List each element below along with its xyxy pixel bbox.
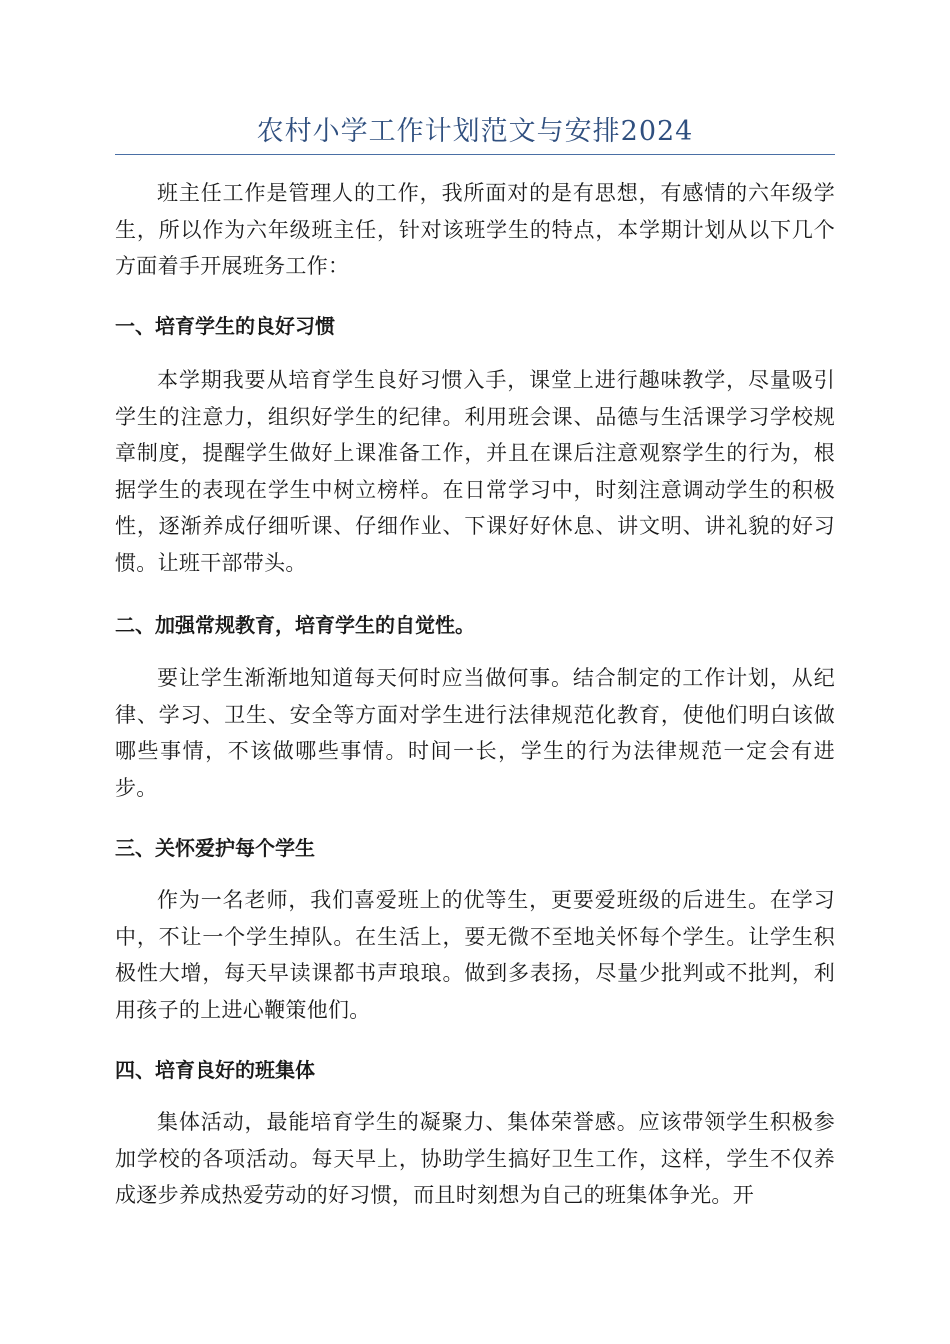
section-heading-4: 四、培育良好的班集体 [115,1058,315,1082]
section-body-1: 本学期我要从培育学生良好习惯入手，课堂上进行趣味教学，尽量吸引学生的注意力，组织好学生的纪律。利用班会课、品德与生活课学习学校规章制度，提醒学生做好上课准备工作，并且在课后注意观察学生的行为，根据学生的表现在学生中树立榜样。在日常学习中，时刻注意调动学生的积极性，逐渐养成仔细听课、仔细作业、下课好好休息、讲文明、讲礼貌的好习惯。让班干部带头。 [115,368,835,575]
intro-paragraph: 班主任工作是管理人的工作，我所面对的是有思想，有感情的六年级学生，所以作为六年级班主任，针对该班学生的特点，本学期计划从以下几个方面着手开展班务工作： [115,181,835,278]
section-body-2: 要让学生渐渐地知道每天何时应当做何事。结合制定的工作计划，从纪律、学习、卫生、安全等方面对学生进行法律规范化教育，使他们明白该做哪些事情，不该做哪些事情。时间一长，学生的行为法律规范一定会有进步。 [115,666,835,800]
title-underline [115,154,835,155]
section-heading-3: 三、关怀爱护每个学生 [115,836,315,860]
section-body-4: 集体活动，最能培育学生的凝聚力、集体荣誉感。应该带领学生积极参加学校的各项活动。每天早上，协助学生搞好卫生工作，这样，学生不仅养成逐步养成热爱劳动的好习惯，而且时刻想为自己的班集体争光。开 [115,1110,835,1207]
section-heading-1: 一、培育学生的良好习惯 [115,314,335,338]
section-body-3: 作为一名老师，我们喜爱班上的优等生，更要爱班级的后进生。在学习中，不让一个学生掉队。在生活上，要无微不至地关怀每个学生。让学生积极性大增，每天早读课都书声琅琅。做到多表扬，尽量少批判或不批判，利用孩子的上进心鞭策他们。 [115,888,835,1022]
document-title: 农村小学工作计划范文与安排2024 [256,116,694,147]
section-heading-2: 二、加强常规教育，培育学生的自觉性。 [115,613,475,637]
